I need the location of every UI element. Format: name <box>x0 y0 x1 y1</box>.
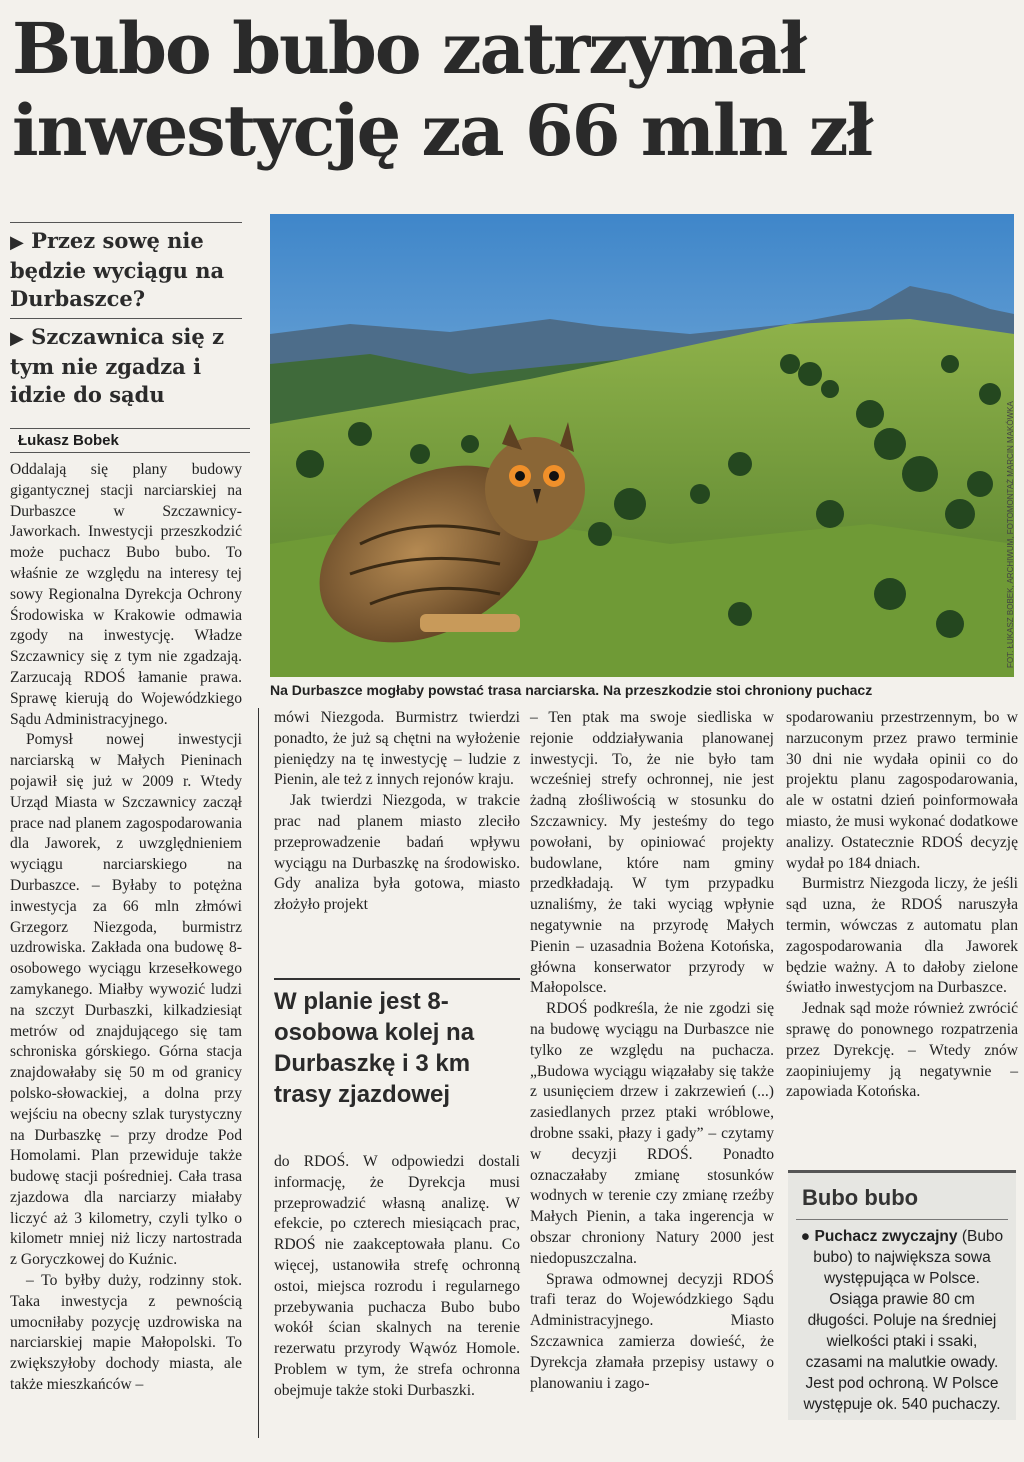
info-box <box>788 1170 1016 1420</box>
col1-paragraph-2: Pomysł nowej inwestycji narciarską w Małych Pieninach pojawił się już w 2009 r. Wtedy Urząd Miasta w Szczawnicy zaczął prace nad planem zagospodarowania dla Jaworek, z uwzględnieniem wyciągu narciarskiego na Durbaszce. – Byłaby to potężna inwestycja za 66 mln złmówi Grzegorz Niezgoda, burmistrz uzdrowiska. Zakłada ona budowę 8-osobowego wyciągu krzesełkowego zamykanego. Miałby wywozić ludzi na szczyt Durbaszki, kilkadziesiąt metrów od znajdującego się tam schroniska górskiego. Górna stacja znajdowałaby się 50 m od granicy polsko-słowackiej, a dolna przy wejściu na obecny szlak turystyczny na Durbaszkę – przy drodze Pod Homolami. Plan przewiduje także budowę stacji pośredniej. Cała trasa zjazdowa dla narciarzy miałaby liczyć aż 3 kilometry, czyli tylko o kilometr mniej niż liczy nartostrada z Goryczkowej do Kuźnic. <box>10 731 242 1269</box>
photo-credit: FOT. ŁUKASZ BOBEK, ARCHIWUM, FOTOMONTAŻ MARCIN MAKÓWKA <box>1006 401 1015 668</box>
col2-paragraph-3: do RDOŚ. W odpowiedzi dostali informację, że Dyrekcja musi przeprowadzić własną analizę. W efekcie, po czterech miesiącach prac, RDOŚ nie zaakceptowała planu. Co więcej, ustanowiła strefę ochronną ostoi, miejsca rozrodu i regularnego przebywania puchacza Bubo bubo wokół ścian skalnych na terenie rezerwatu przyrody Wąwóz Homole. Problem w tym, że strefa ochronna obejmuje także stoki Durbaszki. <box>274 1153 520 1399</box>
col2-paragraph-1: mówi Niezgoda. Burmistrz twierdzi ponadto, że już są chętni na wyłożenie pieniędzy na tę inwestycję – ludzie z Pienin, ale też z innych rejonów kraju. <box>274 709 520 789</box>
column-2-bottom <box>274 1152 520 1402</box>
pullquote: W planie jest 8-osobowa kolej na Durbaszkę i 3 km trasy zjazdowej <box>274 978 520 1110</box>
lead-1-text: Przez sowę nie będzie wyciągu na Durbaszce? <box>10 228 225 311</box>
col1-paragraph-1: Oddalają się plany budowy gigantycznej stacji narciarskiej na Durbaszce w Szczawnicy-Jaworkach. Inwestycji przeszkodzić może puchacz Bubo bubo. To właśnie ze względu na interesy tej sowy Regionalna Dyrekcja Ochrony Środowiska w Krakowie odmawia zgody na inwestycję. Władze Szczawnicy się z tym nie zgadzają. Zarzucają RDOŚ łamanie prawa. Sprawę kierują do Wojewódzkiego Sądu Administracyjnego. <box>10 461 242 728</box>
col3-paragraph-1: – Ten ptak ma swoje siedliska w rejonie oddziaływania planowanej inwestycji. To, że nie było tam wcześniej strefy ochronnej, nie jest żadną złośliwością w stosunku do Szczawnicy. My jesteśmy do tego powołani, by opiniować projekty budowlane, które nam gminy przedkładają. W tym przypadku uznaliśmy, że taki wyciąg wpłynie negatywnie na przyrodę Małych Pienin – uzasadnia Bożena Kotońska, główna konserwator przyrody w Małopolsce. <box>530 709 774 997</box>
headline <box>12 8 1012 172</box>
col4-paragraph-3: Jednak sąd może również zwrócić sprawę do ponownego rozpatrzenia przez Dyrekcję. – Wtedy znów zaopiniujemy ją negatywnie – zapowiada Kotońska. <box>786 1000 1018 1101</box>
column-1 <box>10 460 242 1396</box>
landscape-with-owl-image <box>270 214 1014 677</box>
bullet-icon: ● <box>800 1228 811 1245</box>
column-4 <box>786 708 1018 1103</box>
col4-paragraph-1: spodarowaniu przestrzennym, bo w narzuconym przez prawo terminie 30 dni nie wydała opinii co do projektu planu zagospodarowania, ale w ostatni dzień poinformowała miasto, że musi wykonać dodatkowe analizy. Ostatecznie RDOŚ decyzję wydał po 184 dniach. <box>786 709 1018 872</box>
headline-line-1: Bubo bubo zatrzymał <box>12 7 806 90</box>
headline-line-2: inwestycję za 66 mln zł <box>12 89 872 172</box>
photo-caption: Na Durbaszce mogłaby powstać trasa narciarska. Na przeszkodzie stoi chroniony puchacz <box>270 682 873 698</box>
col3-paragraph-3: Sprawa odmownej decyzji RDOŚ trafi teraz do Wojewódzkiego Sądu Administracyjnego. Miasto Szczawnica zamierza dowieść, że Dyrekcja złamała przepisy ustawy o planowaniu i zago- <box>530 1270 774 1392</box>
col1-paragraph-3: – To byłby duży, rodzinny stok. Taka inwestycja z pewnością umocniłaby pozycję uzdrowiska na narciarskiej mapie Małopolski. To zwiększyłoby dochody miasta, ale także mieszkańców – <box>10 1272 242 1394</box>
info-box-text <box>788 1220 1016 1415</box>
column-divider <box>258 708 259 1438</box>
info-box-description: (Bubo bubo) to największa sowa występująca w Polsce. Osiąga prawie 80 cm długości. Poluje na średniej wielkości ptaki i ssaki, czasami na malutkie owady. Jest pod ochroną. W Polsce występuje ok. 540 puchaczy. <box>803 1228 1004 1413</box>
lead-1 <box>10 222 242 313</box>
triangle-icon: ▶ <box>10 232 24 253</box>
col2-paragraph-2: Jak twierdzi Niezgoda, w trakcie prac nad planem miasto zleciło przeprowadzenie badań wpływu wyciągu na Durbaszkę na środowisko. Gdy analiza była gotowa, miasto złożyło projekt <box>274 792 520 914</box>
lead-2-text: Szczawnica się z tym nie zgadza i idzie do sądu <box>10 324 224 407</box>
info-box-title: Bubo bubo <box>802 1185 919 1210</box>
col3-paragraph-2: RDOŚ podkreśla, że nie zgodzi się na budowę wyciągu na Durbaszce nie tylko ze względu na puchacza. „Budowa wyciągu wiązałaby się także z usunięciem drzew i zakrzewień (...) zasiedlanych przez ptaki wróblowe, drobne ssaki, płazy i gady” – czytamy w decyzji RDOŚ. Ponadto oznaczałaby zmianę stosunków wodnych w terenie czy zmianę rzeźby Małych Pienin, a taka ingerencja w obszar chroniony Natury 2000 jest niedopuszczalna. <box>530 1000 774 1267</box>
triangle-icon: ▶ <box>10 328 24 349</box>
article-photo <box>270 214 1014 677</box>
col4-paragraph-2: Burmistrz Niezgoda liczy, że jeśli sąd uzna, że RDOŚ naruszyła termin, wówczas z automatu plan zagospodarowania dla Jaworek będzie ważny. A to dałoby zielone światło inwestycjom na Durbaszce. <box>786 875 1018 997</box>
column-2-top <box>274 708 520 916</box>
byline: Łukasz Bobek <box>10 428 250 453</box>
info-box-term: Puchacz zwyczajny <box>814 1228 958 1245</box>
column-3 <box>530 708 774 1394</box>
lead-2 <box>10 318 242 409</box>
